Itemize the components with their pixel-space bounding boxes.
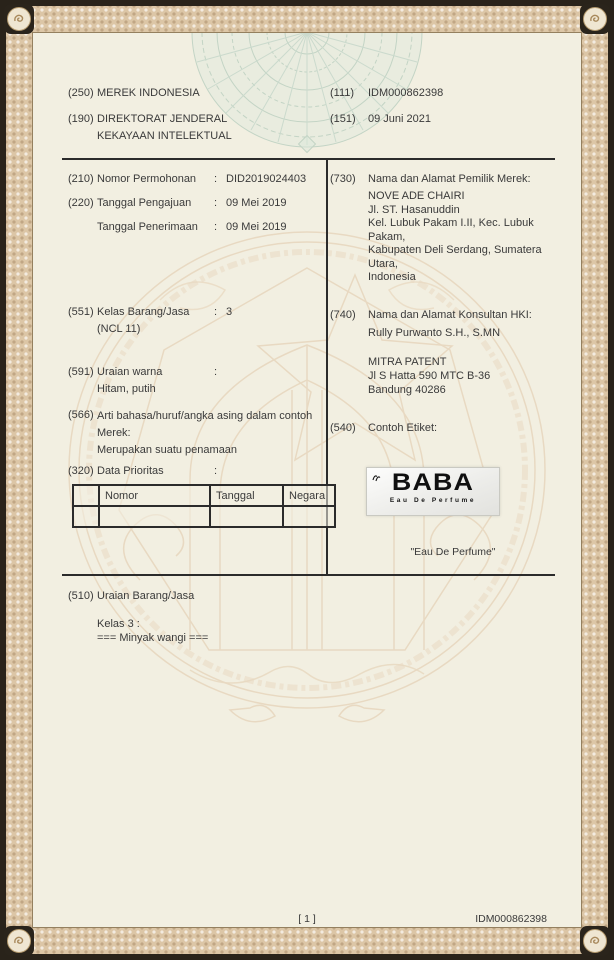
field-510-code: (510) [68,590,94,602]
field-540-code: (540) [330,422,356,434]
medallion-swirl-icon [583,7,607,31]
corner-medallion [4,4,34,34]
field-320-colon: : [214,465,218,477]
priority-header-row [73,485,335,506]
field-730-code: (730) [330,173,356,185]
trademark-quote: "Eau De Perfume" [410,546,496,558]
consultant-name: Rully Purwanto S.H., S.MN [368,327,501,339]
footer-doc-number: IDM000862398 [475,913,547,925]
owner-address-block [368,190,542,285]
field-151-code: (151) [330,113,356,125]
consultant-address2: Bandung 40286 [368,384,446,396]
owner-address-line: Indonesia [368,271,416,283]
field-220-colon: : [214,197,218,209]
field-551-colon: : [214,306,218,318]
logo-tagline-text: Eau De Perfume [389,497,477,504]
field-510-label: Uraian Barang/Jasa [97,590,195,602]
border-band-bottom [6,928,608,954]
field-250 [68,86,200,101]
field-566-line1: Arti bahasa/huruf/angka asing dalam contoh [97,410,313,422]
field-210-value: DID2019024403 [226,173,307,185]
field-210-label: Nomor Permohonan [97,173,197,185]
header-divider [62,158,555,160]
field-111-code: (111) [330,87,355,99]
owner-address-line: Kel. Lubuk Pakam I.II, Kec. Lubuk [368,217,534,229]
owner-address-line: Kabupaten Deli Serdang, Sumatera [368,244,542,256]
field-566-line2: Merek: [97,427,131,439]
field-320 [68,464,226,479]
field-740-code: (740) [330,309,356,321]
border-band-top [6,6,608,32]
field-320-label: Data Prioritas [97,465,164,477]
field-591-value: Hitam, putih [97,383,156,395]
field-220b-code [68,220,97,235]
priority-table [72,484,336,528]
field-566-code: (566) [68,409,94,421]
field-190-line2: KEKAYAAN INTELEKTUAL [97,130,232,142]
priority-col-nomor: Nomor [99,485,210,506]
owner-address-line: Utara, [368,257,398,270]
owner-address-line: Pakam, [368,230,406,243]
field-250-code: (250) [68,87,94,99]
trademark-specimen-box [366,467,500,516]
field-551-value: 3 [226,306,233,318]
corner-medallion [580,4,610,34]
field-740-label: Nama dan Alamat Konsultan HKI: [368,309,532,321]
field-111-value: IDM000862398 [368,87,444,99]
field-210-code: (210) [68,173,94,185]
field-320-code: (320) [68,465,94,477]
field-551 [68,305,232,320]
field-190 [68,112,227,127]
field-566-text [97,408,312,459]
field-540-label: Contoh Etiket: [368,422,438,434]
field-551-sub: (NCL 11) [97,323,141,335]
field-591 [68,365,226,380]
goods-divider [62,574,555,576]
priority-empty-row [73,506,335,527]
field-591-label: Uraian warna [97,366,163,378]
field-730-label: Nama dan Alamat Pemilik Merek: [368,173,531,185]
field-220b-colon: : [214,221,218,233]
goods-description-line: === Minyak wangi === [97,632,209,644]
field-566-line3: Merupakan suatu penamaan [97,444,238,456]
medallion-swirl-icon [583,929,607,953]
field-220b-value: 09 Mei 2019 [226,221,287,233]
field-591-code: (591) [68,366,94,378]
field-220-label: Tanggal Pengajuan [97,197,192,209]
field-190-code: (190) [68,113,94,125]
priority-cell [283,506,335,527]
priority-cell [73,506,99,527]
field-591-colon: : [214,366,218,378]
field-210-colon: : [214,173,218,185]
field-250-label: MEREK INDONESIA [97,87,200,99]
priority-cell [210,506,283,527]
priority-cell [99,506,210,527]
consultant-firm: MITRA PATENT [368,356,447,368]
priority-col-negara: Negara [283,485,335,506]
corner-medallion [4,926,34,956]
consultant-address1: Jl S Hatta 590 MTC B-36 [368,370,491,382]
field-210 [68,172,306,187]
field-220-value: 09 Mei 2019 [226,197,287,209]
medallion-swirl-icon [7,929,31,953]
goods-class-line: Kelas 3 : [97,618,140,630]
priority-col-tanggal: Tanggal [210,485,283,506]
page-number: [ 1 ] [298,913,316,925]
border-band-right [582,6,608,954]
field-190-line1: DIREKTORAT JENDERAL [97,113,228,125]
field-551-code: (551) [68,306,94,318]
owner-name: NOVE ADE CHAIRI [368,190,465,202]
corner-medallion [580,926,610,956]
field-220 [68,196,287,211]
logo-brand-text: BABA [391,469,475,496]
border-band-left [6,6,32,954]
priority-col-blank [73,485,99,506]
owner-address-line: Jl. ST. Hasanuddin [368,203,460,216]
medallion-swirl-icon [7,7,31,31]
field-551-label: Kelas Barang/Jasa [97,306,190,318]
field-220b [68,220,287,235]
field-220b-label: Tanggal Penerimaan [97,221,198,233]
field-151-value: 09 Juni 2021 [368,113,431,125]
field-220-code: (220) [68,197,94,209]
